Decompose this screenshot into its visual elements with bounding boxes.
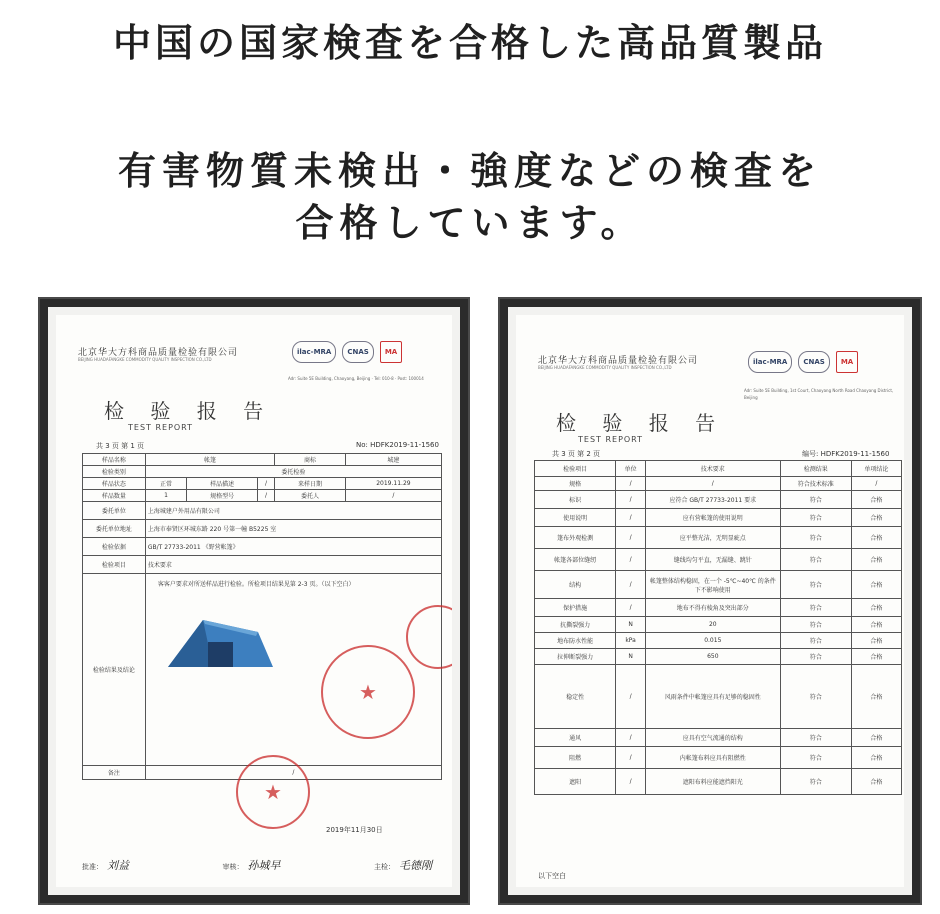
table-header-row: [535, 461, 902, 477]
table-cell: 拉伸断裂强力: [535, 649, 616, 665]
table-cell: 检验依据: [83, 538, 146, 556]
table-cell: 委托人: [275, 490, 346, 502]
table-cell: 符合: [780, 509, 851, 527]
table-row: [535, 747, 902, 769]
table-cell: 合格: [851, 571, 901, 599]
table-cell: 帐篷各部位缝纫: [535, 549, 616, 571]
table-cell: 通风: [535, 729, 616, 747]
table-cell: 遮阳: [535, 769, 616, 795]
table-cell: 合格: [851, 527, 901, 549]
review-name: 孙城早: [247, 859, 281, 872]
table-row: [535, 509, 902, 527]
table-cell: /: [616, 571, 645, 599]
table-cell: 遮阳布料应能遮挡阳光: [645, 769, 780, 795]
table-cell: /: [257, 490, 274, 502]
table-row: [535, 477, 902, 491]
table-row: [535, 729, 902, 747]
table-row: [535, 665, 902, 729]
left-report-paper: [56, 315, 452, 887]
left-page-info: 共 3 页 第 1 页: [96, 442, 145, 450]
table-cell: /: [616, 747, 645, 769]
column-header: 检验项目: [535, 461, 616, 477]
table-cell: /: [616, 477, 645, 491]
table-cell: 合格: [851, 649, 901, 665]
table-cell: 符合: [780, 665, 851, 729]
ma-logo: MA: [836, 351, 858, 373]
table-cell: 规格型号: [187, 490, 258, 502]
table-cell: 2019.11.29: [345, 478, 441, 490]
table-cell: 技术要求: [145, 556, 441, 574]
table-cell: 样品状态: [83, 478, 146, 490]
right-page-info: 共 3 页 第 2 页: [552, 450, 601, 458]
table-cell: 检验项目: [83, 556, 146, 574]
table-cell: /: [616, 769, 645, 795]
table-cell: 符合: [780, 769, 851, 795]
right-report-paper: [516, 315, 904, 887]
left-report-frame: [38, 297, 470, 905]
table-cell: 备注: [83, 766, 146, 780]
sign-date: 2019年11月30日: [326, 826, 383, 834]
table-cell: 篷布外观检测: [535, 527, 616, 549]
table-cell: 风雨条件中帐篷应具有足够的稳固性: [645, 665, 780, 729]
table-cell: 结构: [535, 571, 616, 599]
table-cell: /: [145, 766, 441, 780]
table-cell: 地布防水性能: [535, 633, 616, 649]
table-cell: 应具有空气流通的结构: [645, 729, 780, 747]
cnas-logo: CNAS: [342, 341, 373, 363]
table-cell: 来样日期: [275, 478, 346, 490]
headline-line-1: 中国の国家検査を合格した高品質製品: [112, 21, 827, 65]
left-org-name: 北京华大方科商品质量检验有限公司: [78, 348, 239, 358]
table-cell: /: [257, 478, 274, 490]
table-cell: 合格: [851, 665, 901, 729]
table-row: [535, 527, 902, 549]
inspect-label: 主检：: [374, 863, 395, 871]
table-cell: 符合: [780, 491, 851, 509]
table-cell: 委托单位地址: [83, 520, 146, 538]
result-text: 客客户要求对所送样品进行检验。所检项目结果见第 2-3 页。（以下空白）: [157, 581, 355, 588]
table-cell: 上海城建户外用品有限公司: [145, 502, 441, 520]
table-row: [83, 454, 442, 466]
table-cell: N: [616, 649, 645, 665]
table-cell: /: [345, 490, 441, 502]
left-address: Adr: Suite 5E Building, Chaoyang, Beijing · Tel: 010-8 · Post: 100014: [288, 376, 424, 381]
column-header: 技术要求: [645, 461, 780, 477]
table-row: [535, 599, 902, 617]
right-report-table: [534, 460, 902, 795]
approve-signature: [82, 857, 129, 873]
table-row: [535, 633, 902, 649]
left-report-title: 检 验 报 告: [104, 399, 274, 423]
column-header: 检测结果: [780, 461, 851, 477]
left-report-mat: [48, 307, 460, 895]
table-cell: 地布不得有棱角及突出部分: [645, 599, 780, 617]
table-row: [83, 466, 442, 478]
table-cell: /: [616, 665, 645, 729]
table-cell: 符合: [780, 549, 851, 571]
left-report-title-en: TEST REPORT: [128, 423, 194, 432]
inspection-seal: ★: [321, 645, 415, 739]
table-cell: 符合: [780, 617, 851, 633]
right-report-title: 检 验 报 告: [556, 411, 726, 435]
table-row: [535, 491, 902, 509]
table-cell: 样品数量: [83, 490, 146, 502]
table-cell: 规格: [535, 477, 616, 491]
right-address: Adr: Suite 5E Building, 1st Court, Chaoyang North Road Chaoyang District, Beijing: [744, 388, 894, 400]
right-org-name-en: BEIJING HUADAFANGKE COMMODITY QUALITY INSPECTION CO.,LTD: [538, 365, 672, 370]
table-cell: 应有营帐篷的使用说明: [645, 509, 780, 527]
table-cell: 抗撕裂强力: [535, 617, 616, 633]
table-cell: 检验类别: [83, 466, 146, 478]
table-cell: 商标: [275, 454, 346, 466]
table-cell: 符合: [780, 571, 851, 599]
table-cell: 应平整光洁，无明显疵点: [645, 527, 780, 549]
table-row: [535, 571, 902, 599]
table-cell: 使用说明: [535, 509, 616, 527]
table-cell: 阻燃: [535, 747, 616, 769]
table-row: [83, 538, 442, 556]
approve-name: 刘益: [107, 859, 129, 872]
ilac-logo: ilac-MRA: [292, 341, 336, 363]
table-cell: 650: [645, 649, 780, 665]
table-cell: 合格: [851, 491, 901, 509]
table-row: [535, 617, 902, 633]
table-cell: 0.015: [645, 633, 780, 649]
table-row: [83, 478, 442, 490]
table-cell: 内帐篷布料应具有阻燃性: [645, 747, 780, 769]
table-cell: 标识: [535, 491, 616, 509]
table-row: [535, 649, 902, 665]
table-row: [83, 520, 442, 538]
approve-label: 批准：: [82, 863, 103, 871]
headline-line-3: 合格しています。: [295, 201, 645, 245]
right-footer: 以下空白: [538, 872, 566, 880]
table-cell: 帐篷整体结构稳固，在一个 -5℃~40℃ 的条件下不影响使用: [645, 571, 780, 599]
table-cell: 合格: [851, 509, 901, 527]
review-label: 审核：: [222, 863, 244, 871]
table-cell: 合格: [851, 599, 901, 617]
table-cell: 合格: [851, 549, 901, 571]
tent-photo: [158, 612, 278, 672]
table-cell: 稳定性: [535, 665, 616, 729]
table-cell: /: [645, 477, 780, 491]
table-cell: 检验结果及结论: [83, 574, 146, 766]
signature-row: [82, 857, 432, 873]
table-cell: /: [616, 729, 645, 747]
table-cell: 委托检验: [145, 466, 441, 478]
table-row: [83, 556, 442, 574]
table-cell: /: [616, 509, 645, 527]
table-cell: /: [616, 491, 645, 509]
table-cell: 合格: [851, 633, 901, 649]
table-cell: GB/T 27733-2011 《野营帐篷》: [145, 538, 441, 556]
company-seal: ★: [236, 755, 310, 829]
table-cell: 应符合 GB/T 27733-2011 要求: [645, 491, 780, 509]
table-cell: 上海市奉贤区环城东路 220 号第一幢 B5225 室: [145, 520, 441, 538]
table-row: [83, 502, 442, 520]
table-cell: /: [616, 599, 645, 617]
column-header: 单位: [616, 461, 645, 477]
right-report-title-en: TEST REPORT: [578, 435, 644, 444]
cnas-logo: CNAS: [798, 351, 829, 373]
table-cell: N: [616, 617, 645, 633]
table-cell: 保护措施: [535, 599, 616, 617]
inspect-name: 毛德刚: [399, 859, 432, 872]
left-cert-logos: [292, 341, 402, 363]
table-cell: 合格: [851, 729, 901, 747]
right-report-number: 编号: HDFK2019-11-1560: [802, 450, 890, 458]
table-cell: kPa: [616, 633, 645, 649]
table-cell: 缝线均匀平直，无漏缝、跳针: [645, 549, 780, 571]
review-signature: [223, 857, 281, 873]
table-cell: /: [616, 549, 645, 571]
ma-logo: MA: [380, 341, 402, 363]
table-cell: 帐篷: [145, 454, 274, 466]
table-cell: 20: [645, 617, 780, 633]
table-cell: 符合: [780, 599, 851, 617]
right-table-body: [535, 477, 902, 795]
right-cert-logos: [748, 351, 858, 373]
table-cell: 符合: [780, 649, 851, 665]
table-cell: 符合: [780, 747, 851, 769]
left-org-name-en: BEIJING HUADAFANGKE COMMODITY QUALITY INSPECTION CO.,LTD: [78, 357, 212, 362]
table-cell: 合格: [851, 747, 901, 769]
table-cell: /: [616, 527, 645, 549]
table-row: [83, 490, 442, 502]
table-cell: 委托单位: [83, 502, 146, 520]
table-cell: 样品名称: [83, 454, 146, 466]
right-org-name: 北京华大方科商品质量检验有限公司: [538, 356, 699, 366]
table-cell: 合格: [851, 769, 901, 795]
table-cell: 1: [145, 490, 186, 502]
table-cell: 符合: [780, 527, 851, 549]
table-cell: 符合: [780, 729, 851, 747]
table-cell: /: [851, 477, 901, 491]
table-row: [535, 769, 902, 795]
table-cell: 符合: [780, 633, 851, 649]
ilac-logo: ilac-MRA: [748, 351, 792, 373]
table-cell: 正常: [145, 478, 186, 490]
right-report-mat: [508, 307, 912, 895]
table-cell: 城建: [345, 454, 441, 466]
left-report-number: No: HDFK2019-11-1560: [356, 441, 439, 449]
inspect-signature: [374, 857, 432, 873]
table-cell: 符合技术标准: [780, 477, 851, 491]
table-cell: 合格: [851, 617, 901, 633]
column-header: 单项结论: [851, 461, 901, 477]
headline-line-2: 有害物質未検出・強度などの検査を: [117, 149, 822, 193]
table-row: [535, 549, 902, 571]
table-cell: 样品描述: [187, 478, 258, 490]
right-report-frame: [498, 297, 922, 905]
